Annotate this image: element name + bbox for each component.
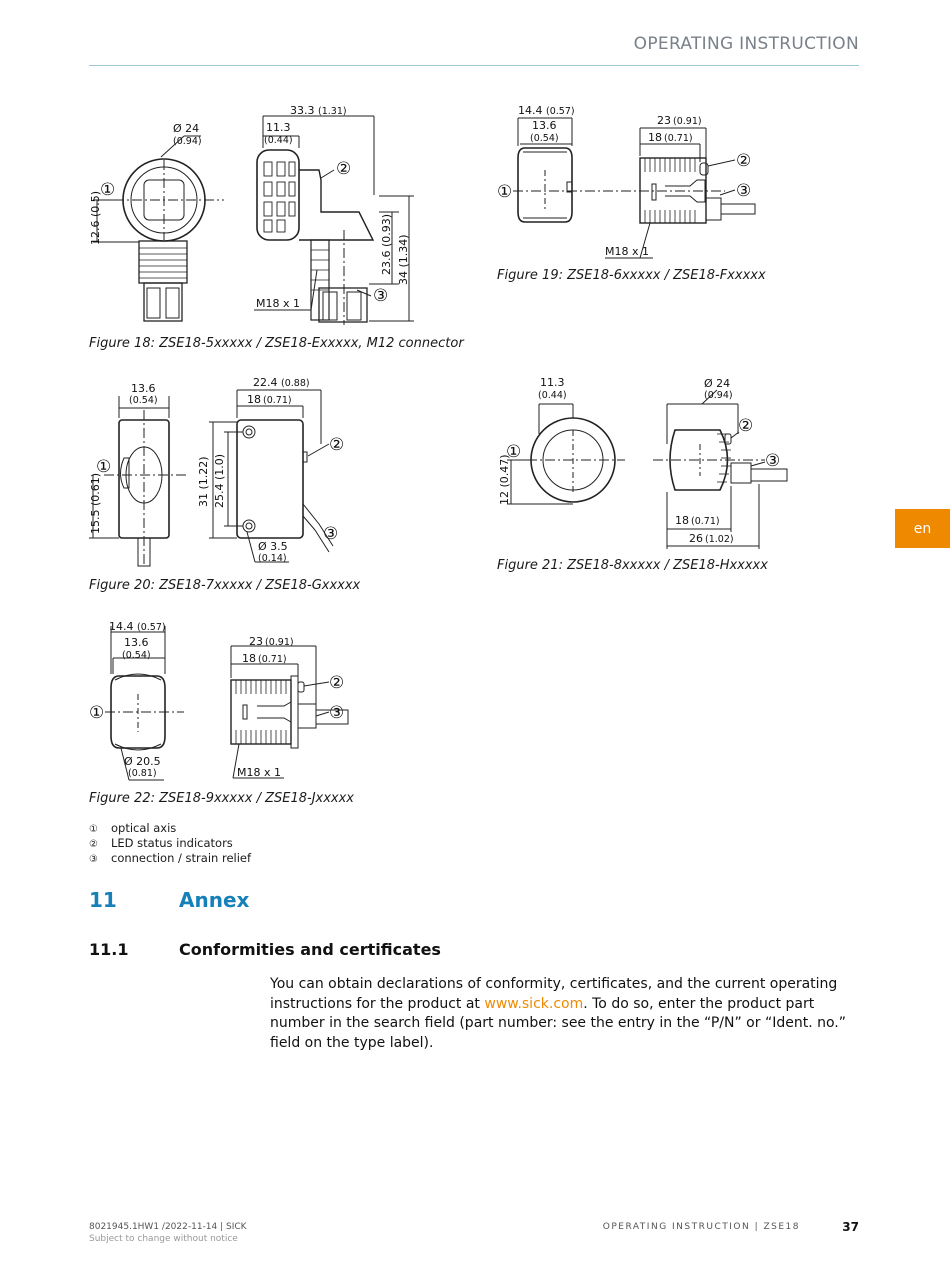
language-tab[interactable]: en [895, 509, 950, 548]
body-paragraph [270, 975, 855, 1053]
section-title: Annex [179, 888, 250, 912]
dim-label: 18 [648, 131, 662, 144]
dim-label: (0.57) [546, 106, 575, 117]
running-header: OPERATING INSTRUCTION [633, 34, 859, 54]
footer-doc-id: 8021945.1HW1 /2022-11-14 | SICK [89, 1222, 247, 1232]
dim-label: Ø 20.5 [124, 755, 161, 768]
marker-connection: ③ [373, 286, 389, 306]
dim-label: 23.6 (0.93) [380, 213, 393, 275]
dim-label: (0.81) [128, 768, 157, 779]
dim-label: 33.3 [290, 104, 315, 117]
section-heading [89, 888, 250, 912]
dim-label: 23 [249, 635, 263, 648]
thread-label: M18 x 1 [256, 297, 300, 310]
figure-22-drawing [89, 618, 359, 784]
dim-label: 14.4 [518, 104, 543, 117]
dim-label: (0.91) [265, 637, 294, 648]
dim-label: 18 [247, 393, 261, 406]
figure-18-drawing [89, 100, 429, 328]
thread-label: M18 x 1 [237, 766, 281, 779]
marker-connection: ③ [329, 703, 345, 723]
thread-label: M18 x 1 [605, 245, 649, 258]
dim-label: (1.31) [318, 106, 347, 117]
dim-label: 12 (0.47) [498, 454, 511, 505]
marker-connection: ③ [323, 524, 339, 544]
dim-label: Ø 24 [173, 122, 200, 135]
legend-number: ② [89, 839, 98, 850]
subsection-title: Conformities and certificates [179, 940, 441, 959]
marker-optical-axis: ① [96, 457, 112, 477]
dim-label: 14.4 [109, 620, 134, 633]
legend-text: optical axis [111, 821, 177, 835]
dim-label: (0.91) [673, 116, 702, 127]
dim-label: (0.71) [664, 133, 693, 144]
subsection-heading [89, 940, 441, 959]
header-rule [89, 65, 859, 66]
dim-label: 22.4 [253, 376, 278, 389]
paragraph-text: . To do so, enter the product part number in the search field (part number: see the entry in the “P/N” or “Ident. no.” field on the type label). [270, 995, 846, 1051]
marker-optical-axis: ① [100, 180, 116, 200]
dim-label: Ø 3.5 [258, 540, 288, 553]
footer-notice: Subject to change without notice [89, 1234, 238, 1244]
dim-label: (1.02) [705, 534, 734, 545]
dim-label: (0.94) [704, 390, 733, 401]
figure-21-caption: Figure 21: ZSE18-8xxxxx / ZSE18-Hxxxxx [497, 558, 768, 573]
marker-led: ② [336, 159, 352, 179]
marker-connection: ③ [765, 451, 781, 471]
dim-label: 12.6 (0.5) [89, 190, 102, 245]
dim-label: 13.6 [131, 382, 156, 395]
dim-label: 15.5 (0.61) [89, 472, 102, 534]
section-number: 11 [89, 888, 117, 912]
dim-label: (0.54) [122, 650, 151, 661]
dim-label: 11.3 [540, 376, 565, 389]
figure-19-caption: Figure 19: ZSE18-6xxxxx / ZSE18-Fxxxxx [497, 268, 766, 283]
legend-item [89, 821, 176, 835]
paragraph-text: You can obtain declarations of conformity, certificates, and the current operating instructions for the product at [270, 976, 838, 1012]
marker-led: ② [738, 416, 754, 436]
legend-item [89, 836, 233, 850]
footer-title: OPERATING INSTRUCTION | ZSE18 [602, 1222, 800, 1232]
dim-label: (0.44) [264, 135, 293, 146]
dim-label: (0.14) [258, 553, 287, 564]
dim-label: (0.71) [263, 395, 292, 406]
marker-led: ② [329, 435, 345, 455]
dim-label: 25.4 (1.0) [213, 453, 226, 508]
dim-label: (0.44) [538, 390, 567, 401]
dim-label: 13.6 [124, 636, 149, 649]
legend-number: ① [89, 824, 98, 835]
figure-21-drawing [495, 374, 795, 552]
dim-label: 34 (1.34) [397, 234, 410, 285]
dim-label: 18 [675, 514, 689, 527]
figure-20-drawing [89, 374, 359, 570]
dim-label: (0.88) [281, 378, 310, 389]
dim-label: (0.54) [129, 395, 158, 406]
dim-label: (0.71) [258, 654, 287, 665]
dim-label: (0.57) [137, 622, 166, 633]
dim-label: 13.6 [532, 119, 557, 132]
dim-label: 18 [242, 652, 256, 665]
marker-led: ② [329, 673, 345, 693]
marker-connection: ③ [736, 181, 752, 201]
marker-optical-axis: ① [506, 442, 522, 462]
marker-optical-axis: ① [89, 703, 105, 723]
dim-label: 26 [689, 532, 703, 545]
dim-label: (0.54) [530, 133, 559, 144]
figure-19-drawing [495, 100, 775, 265]
dim-label: 11.3 [266, 121, 291, 134]
dim-label: 23 [657, 114, 671, 127]
legend-item [89, 851, 251, 865]
figure-18-caption: Figure 18: ZSE18-5xxxxx / ZSE18-Exxxxx, M12 connector [89, 336, 464, 351]
marker-optical-axis: ① [497, 182, 513, 202]
subsection-number: 11.1 [89, 940, 129, 959]
page-number: 37 [842, 1220, 859, 1234]
sick-website-link[interactable]: www.sick.com [484, 995, 584, 1012]
dim-label: (0.71) [691, 516, 720, 527]
legend-text: LED status indicators [111, 836, 233, 850]
legend-number: ③ [89, 854, 98, 865]
figure-22-caption: Figure 22: ZSE18-9xxxxx / ZSE18-Jxxxxx [89, 791, 355, 806]
marker-led: ② [736, 151, 752, 171]
legend-text: connection / strain relief [111, 851, 252, 865]
dim-label: (0.94) [173, 136, 202, 147]
dim-label: 31 (1.22) [197, 456, 210, 507]
dim-label: Ø 24 [704, 377, 731, 390]
figure-20-caption: Figure 20: ZSE18-7xxxxx / ZSE18-Gxxxxx [89, 578, 361, 593]
